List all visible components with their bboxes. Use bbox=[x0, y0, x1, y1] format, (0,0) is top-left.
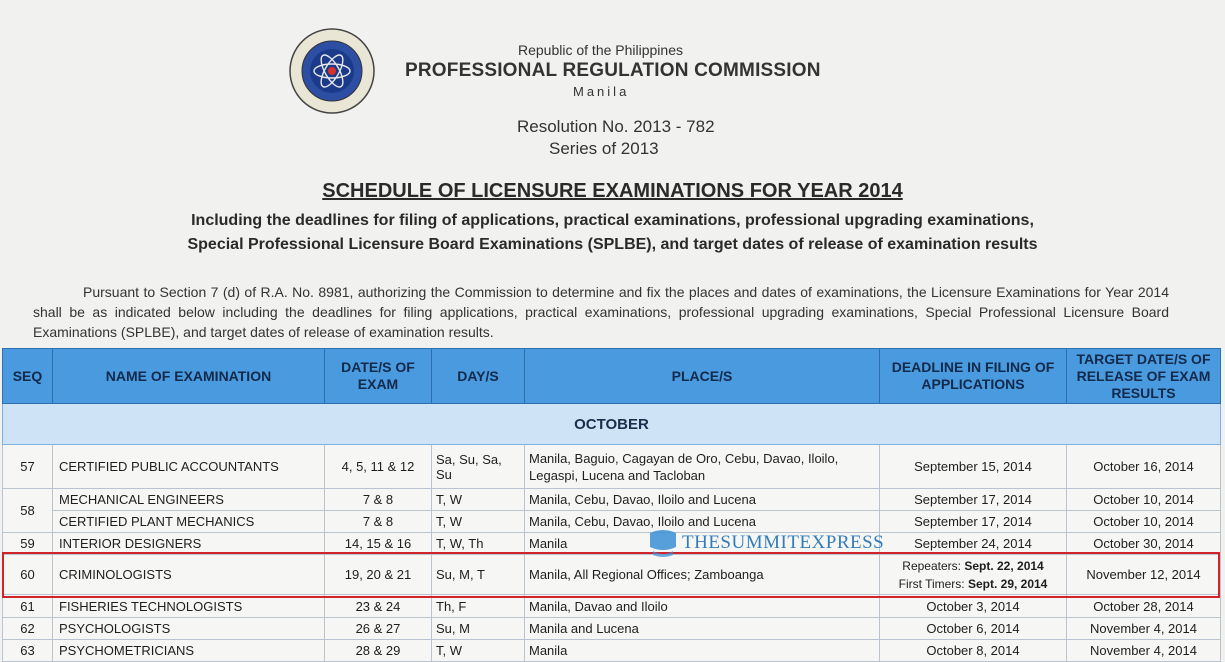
exam-day-cell: T, W bbox=[432, 511, 525, 533]
deadline-cell: October 6, 2014 bbox=[880, 618, 1067, 640]
resolution-number: Resolution No. 2013 - 782 bbox=[517, 117, 715, 136]
subtitle-line: Including the deadlines for filing of applications, practical examinations, professional upgrading examinations, bbox=[191, 212, 1034, 229]
exam-day-cell: Th, F bbox=[432, 595, 525, 618]
deadline-cell: September 17, 2014 bbox=[880, 489, 1067, 511]
exam-day-cell: T, W bbox=[432, 489, 525, 511]
deadline-date: Sept. 29, 2014 bbox=[967, 576, 1048, 591]
document-subtitle bbox=[0, 209, 1225, 257]
exam-name-cell: MECHANICAL ENGINEERS bbox=[53, 489, 325, 511]
month-row bbox=[3, 404, 1221, 445]
deadline-cell: October 8, 2014 bbox=[880, 640, 1067, 662]
exam-day-cell: Su, M, T bbox=[432, 555, 525, 595]
exam-name-cell: PSYCHOMETRICIANS bbox=[53, 640, 325, 662]
col-header-name: NAME OF EXAMINATION bbox=[53, 349, 325, 404]
table-row bbox=[3, 618, 1221, 640]
exam-place-cell: Manila bbox=[525, 640, 880, 662]
col-header-seq: SEQ bbox=[3, 349, 53, 404]
exam-date-cell: 7 & 8 bbox=[325, 489, 432, 511]
table-row bbox=[3, 489, 1221, 511]
release-cell: October 10, 2014 bbox=[1067, 489, 1221, 511]
seq-cell: 61 bbox=[3, 595, 53, 618]
deadline-repeaters bbox=[884, 557, 1062, 575]
deadline-cell bbox=[880, 555, 1067, 595]
exam-name-cell: CRIMINOLOGISTS bbox=[53, 555, 325, 595]
seq-cell: 63 bbox=[3, 640, 53, 662]
seq-cell: 60 bbox=[3, 555, 53, 595]
release-cell: October 28, 2014 bbox=[1067, 595, 1221, 618]
release-cell: November 4, 2014 bbox=[1067, 618, 1221, 640]
exam-date-cell: 19, 20 & 21 bbox=[325, 555, 432, 595]
table-row bbox=[3, 511, 1221, 533]
table-header-row bbox=[3, 349, 1221, 404]
exam-day-cell: Sa, Su, Sa, Su bbox=[432, 445, 525, 489]
exam-day-cell: Su, M bbox=[432, 618, 525, 640]
series-label: Series of 2013 bbox=[549, 139, 659, 158]
release-cell: October 16, 2014 bbox=[1067, 445, 1221, 489]
exam-name-cell: CERTIFIED PLANT MECHANICS bbox=[53, 511, 325, 533]
table-row bbox=[3, 445, 1221, 489]
exam-day-cell: T, W bbox=[432, 640, 525, 662]
watermark-text: THESUMMITEXPRESS bbox=[682, 532, 885, 553]
seq-cell: 57 bbox=[3, 445, 53, 489]
table-row bbox=[3, 640, 1221, 662]
col-header-release: TARGET DATE/S OF RELEASE OF EXAM RESULTS bbox=[1067, 349, 1221, 404]
seq-cell: 59 bbox=[3, 533, 53, 555]
republic-label: Republic of the Philippines bbox=[518, 42, 683, 58]
deadline-cell: September 15, 2014 bbox=[880, 445, 1067, 489]
deadline-date: Sept. 22, 2014 bbox=[964, 558, 1044, 573]
exam-place-cell: Manila, Cebu, Davao, Iloilo and Lucena bbox=[525, 511, 880, 533]
col-header-place: PLACE/S bbox=[525, 349, 880, 404]
exam-place-cell: Manila bbox=[525, 533, 880, 555]
seq-cell: 62 bbox=[3, 618, 53, 640]
city-label: Manila bbox=[573, 84, 630, 99]
intro-paragraph: Pursuant to Section 7 (d) of R.A. No. 8981, authorizing the Commission to determine and fix the places and dates of examinations, the Licensure Examinations for Year 2014 shall be as indicated below including the deadlines for filing applications, practical examinations, professional upgrading examinations, Special Professional Licensure Board Examinations (SPLBE), and target dates of release of examination results. bbox=[33, 284, 1169, 340]
document-title: SCHEDULE OF LICENSURE EXAMINATIONS FOR YEAR 2014 bbox=[322, 180, 903, 202]
table-row bbox=[3, 533, 1221, 555]
exam-date-cell: 14, 15 & 16 bbox=[325, 533, 432, 555]
exam-date-cell: 4, 5, 11 & 12 bbox=[325, 445, 432, 489]
exam-place-cell: Manila, Baguio, Cagayan de Oro, Cebu, Davao, Iloilo, Legaspi, Lucena and Tacloban bbox=[525, 445, 880, 489]
exam-name-cell: PSYCHOLOGISTS bbox=[53, 618, 325, 640]
deadline-label: Repeaters: bbox=[902, 558, 961, 573]
exam-name-cell: FISHERIES TECHNOLOGISTS bbox=[53, 595, 325, 618]
exam-day-cell: T, W, Th bbox=[432, 533, 525, 555]
table-row-highlighted bbox=[3, 555, 1221, 595]
exam-place-cell: Manila and Lucena bbox=[525, 618, 880, 640]
deadline-cell: September 17, 2014 bbox=[880, 511, 1067, 533]
release-cell: October 10, 2014 bbox=[1067, 511, 1221, 533]
release-cell: October 30, 2014 bbox=[1067, 533, 1221, 555]
exam-name-cell: INTERIOR DESIGNERS bbox=[53, 533, 325, 555]
prc-seal-icon bbox=[289, 28, 375, 114]
exam-date-cell: 7 & 8 bbox=[325, 511, 432, 533]
exam-schedule-table bbox=[2, 348, 1221, 662]
exam-place-cell: Manila, Cebu, Davao, Iloilo and Lucena bbox=[525, 489, 880, 511]
exam-date-cell: 28 & 29 bbox=[325, 640, 432, 662]
deadline-first-timers bbox=[884, 575, 1062, 593]
month-label: OCTOBER bbox=[3, 404, 1221, 445]
exam-place-cell: Manila, Davao and Iloilo bbox=[525, 595, 880, 618]
col-header-deadline: DEADLINE IN FILING OF APPLICATIONS bbox=[880, 349, 1067, 404]
deadline-cell: October 3, 2014 bbox=[880, 595, 1067, 618]
subtitle-line: Special Professional Licensure Board Examinations (SPLBE), and target dates of release of examination results bbox=[187, 236, 1038, 253]
agency-name: PROFESSIONAL REGULATION COMMISSION bbox=[405, 60, 821, 81]
deadline-cell: September 24, 2014 bbox=[880, 533, 1067, 555]
release-cell: November 12, 2014 bbox=[1067, 555, 1221, 595]
seq-cell: 58 bbox=[3, 489, 53, 533]
deadline-label: First Timers: bbox=[898, 576, 965, 591]
col-header-date: DATE/S OF EXAM bbox=[325, 349, 432, 404]
exam-date-cell: 23 & 24 bbox=[325, 595, 432, 618]
exam-date-cell: 26 & 27 bbox=[325, 618, 432, 640]
exam-name-cell: CERTIFIED PUBLIC ACCOUNTANTS bbox=[53, 445, 325, 489]
table-row bbox=[3, 595, 1221, 618]
col-header-day: DAY/S bbox=[432, 349, 525, 404]
exam-place-cell: Manila, All Regional Offices; Zamboanga bbox=[525, 555, 880, 595]
release-cell: November 4, 2014 bbox=[1067, 640, 1221, 662]
